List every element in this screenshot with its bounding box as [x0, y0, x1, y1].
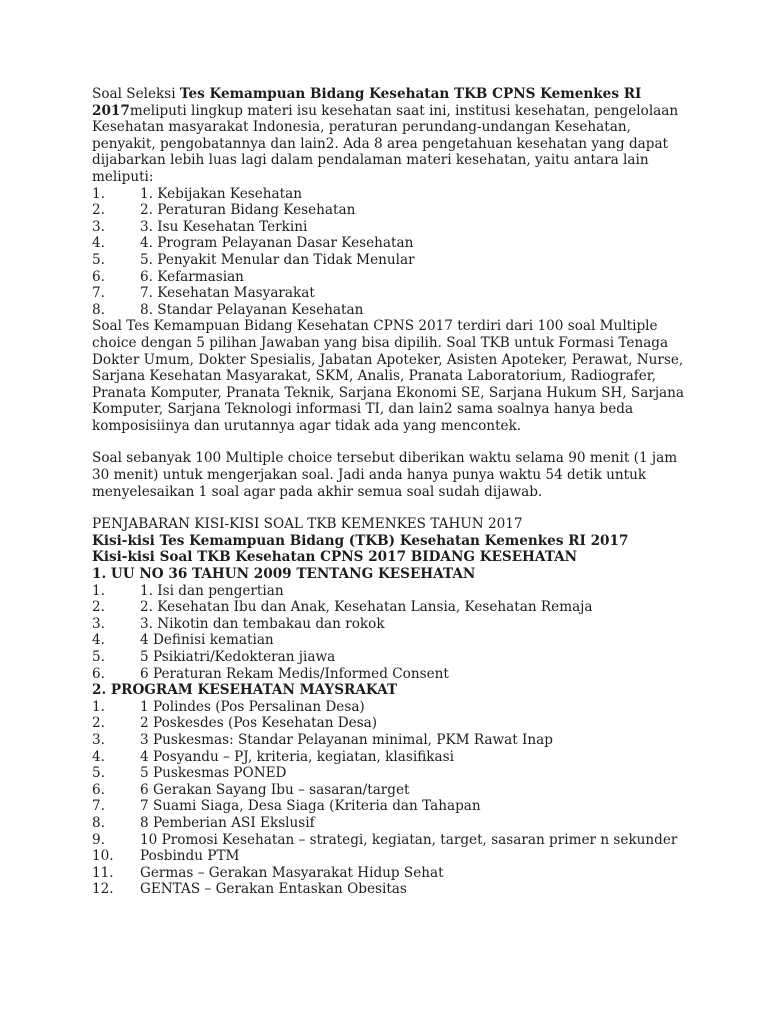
- list-item: [92, 202, 692, 219]
- list-item-text: 3. Isu Kesehatan Terkini: [140, 218, 308, 235]
- list-item: [92, 269, 692, 286]
- list-item: [92, 815, 692, 832]
- list-item-text: 6 Gerakan Sayang Ibu – sasaran/target: [140, 781, 410, 798]
- list-item-number: 1.: [92, 185, 105, 202]
- list-item-number: 6.: [92, 268, 105, 285]
- list-item-number: 1.: [92, 582, 105, 599]
- list-item: [92, 765, 692, 782]
- list-item: [92, 235, 692, 252]
- list-item-text: Germas – Gerakan Masyarakat Hidup Sehat: [140, 864, 444, 881]
- list-item-number: 2.: [92, 715, 105, 732]
- list-item: [92, 666, 692, 683]
- intro-bold-title: Tes Kemampuan Bidang Kesehatan TKB CPNS Kemenkes RI 2017: [92, 86, 642, 119]
- list-item: [92, 252, 692, 269]
- list-item: [92, 616, 692, 633]
- list-item-number: 4.: [92, 632, 105, 649]
- list-item: [92, 865, 692, 882]
- list-item: [92, 302, 692, 319]
- list-item-text: 2 Poskesdes (Pos Kesehatan Desa): [140, 715, 378, 732]
- list-item-text: 2. Kesehatan Ibu dan Anak, Kesehatan Lansia, Kesehatan Remaja: [140, 599, 593, 616]
- heading-kisi-kisi-tkb: Kisi-kisi Tes Kemampuan Bidang (TKB) Kesehatan Kemenkes RI 2017: [92, 532, 629, 549]
- list-item-number: 9.: [92, 831, 105, 848]
- list-item-number: 4.: [92, 748, 105, 765]
- list-item: [92, 848, 692, 865]
- list-item-number: 3.: [92, 615, 105, 632]
- list-item: [92, 285, 692, 302]
- list-item-number: 2.: [92, 202, 105, 219]
- list-item-text: 7. Kesehatan Masyarakat: [140, 285, 315, 302]
- list-item-text: 2. Peraturan Bidang Kesehatan: [140, 202, 356, 219]
- list-item-number: 5.: [92, 765, 105, 782]
- list-item-text: 8. Standar Pelayanan Kesehatan: [140, 301, 364, 318]
- list-item-text: 4 Posyandu – PJ, kriteria, kegiatan, klasifikasi: [140, 748, 454, 765]
- list-item-text: 1 Polindes (Pos Persalinan Desa): [140, 698, 365, 715]
- list-item: [92, 749, 692, 766]
- list-item: [92, 732, 692, 749]
- list-item-number: 7.: [92, 285, 105, 302]
- list-item: [92, 881, 692, 898]
- list-item-text: Posbindu PTM: [140, 848, 240, 865]
- areas-list: [92, 186, 692, 319]
- list-item: [92, 798, 692, 815]
- list-item-text: 3. Nikotin dan tembakau dan rokok: [140, 615, 385, 632]
- heading-kisi-kisi-soal: Kisi-kisi Soal TKB Kesehatan CPNS 2017 BIDANG KESEHATAN: [92, 549, 578, 566]
- paragraph-soal-waktu: Soal sebanyak 100 Multiple choice tersebut diberikan waktu selama 90 menit (1 jam 30 menit) untuk mengerjakan soal. Jadi anda hanya punya waktu 54 detik untuk menyelesaikan 1 soal agar pada akhir semua soal sudah dijawab.: [92, 450, 678, 500]
- intro-paragraph: [92, 86, 692, 186]
- list-item: [92, 782, 692, 799]
- list-item-number: 10.: [92, 848, 114, 865]
- list-item: [92, 649, 692, 666]
- list-item-text: 8 Pemberian ASI Ekslusif: [140, 814, 315, 831]
- list-item-number: 7.: [92, 798, 105, 815]
- list-item-number: 12.: [92, 881, 114, 898]
- list-item-number: 3.: [92, 218, 105, 235]
- list-item-text: 4 Definisi kematian: [140, 632, 274, 649]
- list-item-number: 6.: [92, 781, 105, 798]
- list-item-number: 3.: [92, 731, 105, 748]
- list-item-text: 1. Isi dan pengertian: [140, 582, 284, 599]
- paragraph-soal-tes: Soal Tes Kemampuan Bidang Kesehatan CPNS 2017 terdiri dari 100 soal Multiple choice dengan 5 pilihan Jawaban yang bisa dipilih. Soal TKB untuk Formasi Tenaga Dokter Umum, Dokter Spesialis, Jabatan Apoteker, Asisten Apoteker, Perawat, Nurse, Sarjana Kesehatan Masyarakat, SKM, Analis, Pranata Laboratorium, Radiografer, Pranata Komputer, Pranata Teknik, Sarjana Ekonomi SE, Sarjana Hukum SH, Sarjana Komputer, Sarjana Teknologi informasi TI, dan lain2 sama soalnya hanya beda komposisiinya dan urutannya agar tidak ada yang mencontek.: [92, 318, 685, 434]
- list-item-text: GENTAS – Gerakan Entaskan Obesitas: [140, 881, 407, 898]
- document-page: [92, 86, 692, 898]
- list-item-text: 1. Kebijakan Kesehatan: [140, 185, 302, 202]
- list-item: [92, 186, 692, 203]
- list-item-number: 11.: [92, 864, 114, 881]
- list-item: [92, 599, 692, 616]
- program-topics-list: [92, 699, 692, 898]
- list-item-text: 10 Promosi Kesehatan – strategi, kegiatan, target, sasaran primer n sekunder: [140, 831, 678, 848]
- list-item-number: 8.: [92, 814, 105, 831]
- list-item: [92, 632, 692, 649]
- uu-topics-list: [92, 583, 692, 683]
- list-item-text: 6 Peraturan Rekam Medis/Informed Consent: [140, 665, 449, 682]
- intro-prefix: Soal Seleksi: [92, 86, 180, 102]
- list-item-number: 1.: [92, 698, 105, 715]
- list-item-number: 8.: [92, 301, 105, 318]
- list-item-text: 5 Psikiatri/Kedokteran jiawa: [140, 649, 336, 665]
- list-item-text: 3 Puskesmas: Standar Pelayanan minimal, PKM Rawat Inap: [140, 731, 553, 748]
- list-item-number: 2.: [92, 599, 105, 616]
- list-item: [92, 832, 692, 849]
- section-heading-uu: 1. UU NO 36 TAHUN 2009 TENTANG KESEHATAN: [92, 566, 476, 583]
- intro-rest: meliputi lingkup materi isu kesehatan saat ini, institusi kesehatan, pengelolaan Kesehatan masyarakat Indonesia, peraturan perundang-undangan Kesehatan, penyakit, pengobatannya dan lain2. Ada 8 area pengetahuan kesehatan yang dapat dijabarkan lebih luas lagi dalam pendalaman materi kesehatan, yaitu antara lain meliputi:: [92, 102, 679, 185]
- list-item-number: 4.: [92, 235, 105, 252]
- list-item-text: 7 Suami Siaga, Desa Siaga (Kriteria dan Tahapan: [140, 798, 481, 815]
- heading-penjabaran: PENJABARAN KISI-KISI SOAL TKB KEMENKES TAHUN 2017: [92, 516, 523, 533]
- list-item: [92, 699, 692, 716]
- list-item-number: 5.: [92, 649, 105, 665]
- list-item: [92, 219, 692, 236]
- section-heading-program: 2. PROGRAM KESEHATAN MAYSRAKAT: [92, 682, 398, 699]
- list-item-number: 5.: [92, 251, 105, 268]
- list-item: [92, 583, 692, 600]
- list-item-text: 4. Program Pelayanan Dasar Kesehatan: [140, 235, 414, 252]
- list-item-text: 5. Penyakit Menular dan Tidak Menular: [140, 251, 415, 268]
- list-item: [92, 715, 692, 732]
- list-item-number: 6.: [92, 665, 105, 682]
- list-item-text: 5 Puskesmas PONED: [140, 765, 287, 782]
- list-item-text: 6. Kefarmasian: [140, 268, 244, 285]
